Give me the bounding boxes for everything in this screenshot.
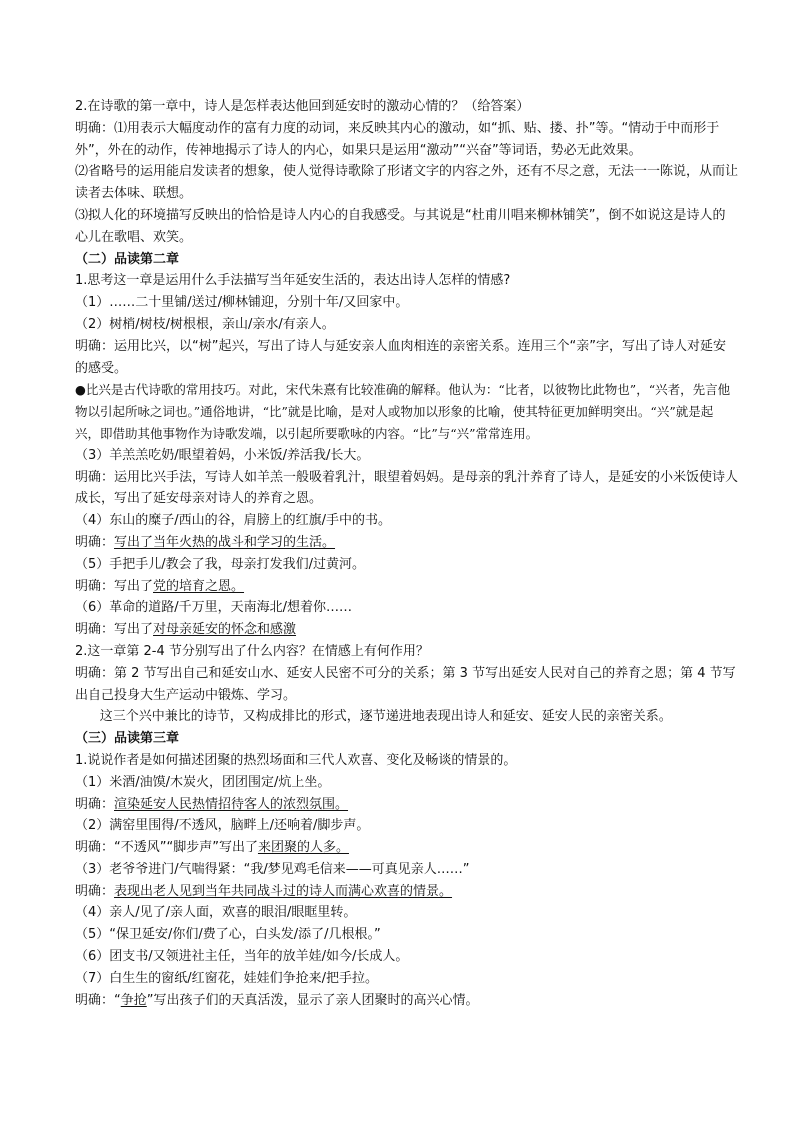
answer-continuation: 这三个兴中兼比的诗节，又构成排比的形式，逐节递进地表现出诗人和延安、延安人民的亲密关系。 xyxy=(75,709,672,725)
verse-line: （3）老爷爷进门/气喘得紧：“我/梦见鸡毛信来——可真见亲人……” xyxy=(75,861,470,877)
answer-prefix: 明确：写出了 xyxy=(75,622,154,638)
answer xyxy=(75,990,738,1012)
verse-line: （7）白生生的窗纸/红窗花，娃娃们争抢来/把手拉。 xyxy=(75,970,379,986)
answer xyxy=(75,794,738,816)
verse-line: （2）满窑里围得/不透风，脑畔上/还响着/脚步声。 xyxy=(75,818,370,834)
answer: 明确：运用比兴手法，写诗人如羊羔一般吸着乳汁，眼望着妈妈。是母亲的乳汁养育了诗人，是延安的小米饭使诗人成长，写出了延安母亲对诗人的养育之恩。 xyxy=(75,469,739,507)
section-3-question-1: 1.说说作者是如何描述团聚的热烈场面和三代人欢喜、变化及畅谈的情景的。 xyxy=(75,752,517,768)
verse-line: （5）“保卫延安/你们/费了心，白头发/添了/几根根。” xyxy=(75,927,381,943)
answer xyxy=(75,881,738,903)
underlined-answer: 党的培育之恩。 xyxy=(153,578,245,594)
question-2: 2.在诗歌的第一章中，诗人是怎样表达他回到延安时的激动心情的？（给答案） xyxy=(75,99,530,114)
underlined-answer: 来团聚的人多。 xyxy=(257,840,349,856)
answer xyxy=(75,837,738,859)
underlined-answer: 争抢 xyxy=(120,992,147,1008)
answer xyxy=(75,532,738,554)
answer-prefix: 明确： xyxy=(75,883,115,899)
answer-prefix: 明确： xyxy=(75,796,115,812)
answer xyxy=(75,576,738,598)
verse-line: （6）团支书/又领进社主任，当年的放羊娃/如今/长成人。 xyxy=(75,949,409,965)
verse-line: （4）亲人/见了/亲人面，欢喜的眼泪/眼眶里转。 xyxy=(75,905,357,921)
verse-line: （4）东山的糜子/西山的谷，肩膀上的红旗/手中的书。 xyxy=(75,513,392,529)
verse-line: （3）羊羔羔吃奶/眼望着妈，小米饭/养活我/长大。 xyxy=(75,447,370,463)
section-heading-2: （二）品读第二章 xyxy=(75,251,180,267)
section-heading-3: （三）品读第三章 xyxy=(75,731,180,747)
answer-2-point-1: 明确：⑴用表示大幅度动作的富有力度的动词，来反映其内心的激动，如“抓、贴、搂、扑”等。“情动于中而形于外”，外在的动作，传神地揭示了诗人的内心，如果只是运用“激动”“兴奋”等词语，势必无此效果。 xyxy=(75,120,720,158)
answer: 明确：运用比兴，以“树”起兴，写出了诗人与延安亲人血肉相连的亲密关系。连用三个“亲”字，写出了诗人对延安的感受。 xyxy=(75,338,726,376)
underlined-answer: 对母亲延安的怀念和感激 xyxy=(153,622,297,638)
section-2-question-2: 2.这一章第 2-4 节分别写出了什么内容？在情感上有何作用？ xyxy=(75,643,429,659)
section-2-question-1: 1.思考这一章是运用什么手法描写当年延安生活的，表达出诗人怎样的情感? xyxy=(75,273,511,289)
verse-line: （2）树梢/树枝/树根根，亲山/亲水/有亲人。 xyxy=(75,316,335,332)
answer-prefix: 明确：“ xyxy=(75,992,121,1008)
verse-line: （1）……二十里铺/送过/柳林铺迎，分别十年/又回家中。 xyxy=(75,295,409,311)
answer-prefix: 明确：“不透风”“脚步声”写出了 xyxy=(75,840,258,856)
answer-suffix: ”写出孩子们的天真活泼，显示了亲人团聚时的高兴心情。 xyxy=(146,992,479,1008)
answer-2-point-2: ⑵省略号的运用能启发读者的想象，使人觉得诗歌除了形诸文字的内容之外，还有不尽之意，无法一一陈说，从而让读者去体味、联想。 xyxy=(75,164,739,202)
verse-line: （5）手把手儿/教会了我，母亲打发我们/过黄河。 xyxy=(75,556,366,572)
answer-prefix: 明确： xyxy=(75,534,115,550)
underlined-answer: 表现出老人见到当年共同战斗过的诗人而满心欢喜的情景。 xyxy=(114,883,453,899)
answer-2-point-3: ⑶拟人化的环境描写反映出的恰恰是诗人内心的自我感受。与其说是“杜甫川唱来柳林铺笑”，倒不如说这是诗人的心儿在歌唱、欢笑。 xyxy=(75,207,726,245)
answer-prefix: 明确：写出了 xyxy=(75,578,154,594)
answer xyxy=(75,619,738,641)
bixing-note: ●比兴是古代诗歌的常用技巧。对此，宋代朱熹有比较准确的解释。他认为：“比者，以彼物比此物也”，“兴者，先言他物以引起所咏之词也。”通俗地讲，“比”就是比喻，是对人或物加以形象的比喻，使其特征更加鲜明突出。“兴”就是起兴，即借助其他事物作为诗歌发端，以引起所要歌咏的内容。“比”与“兴”常常连用。 xyxy=(75,382,731,441)
underlined-answer: 渲染延安人民热情招待客人的浓烈氛围。 xyxy=(114,796,349,812)
answer: 明确：第 2 节写出自己和延安山水、延安人民密不可分的关系；第 3 节写出延安人民对自己的养育之恩；第 4 节写出自己投身大生产运动中锻炼、学习。 xyxy=(75,665,736,703)
verse-line: （1）米酒/油馍/木炭火，团团围定/炕上坐。 xyxy=(75,774,331,790)
underlined-answer: 写出了当年火热的战斗和学习的生活。 xyxy=(114,534,336,550)
verse-line: （6）革命的道路/千万里，天南海北/想着你…… xyxy=(75,600,353,616)
